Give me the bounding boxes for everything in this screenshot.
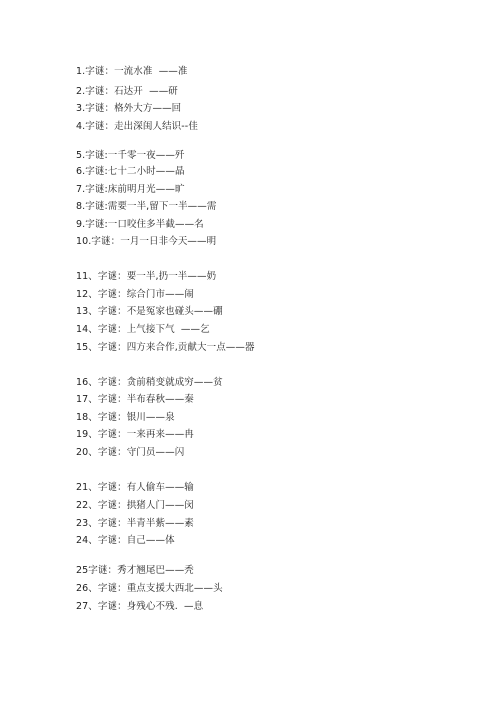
riddle-line xyxy=(76,583,223,595)
riddle-text: 字谜:床前明月光——旷 xyxy=(85,184,185,195)
riddle-line xyxy=(76,412,175,424)
riddle-number: 14、 xyxy=(76,324,98,335)
riddle-number: 15、 xyxy=(76,342,98,353)
riddle-number: 1. xyxy=(76,66,86,77)
riddle-number: 2. xyxy=(76,86,86,97)
riddle-text: 字谜：一来再来——冉 xyxy=(97,429,194,440)
riddle-number: 8. xyxy=(76,201,86,212)
riddle-number: 5. xyxy=(76,150,86,161)
riddle-text: 字谜：不是冤家也碰头——硼 xyxy=(97,306,223,317)
riddle-text: 字谜:一千零一夜——歼 xyxy=(85,150,185,161)
riddle-line xyxy=(76,342,255,354)
riddle-line xyxy=(76,166,185,178)
riddle-text: 字谜：半布春秋——秦 xyxy=(97,394,194,405)
riddle-line xyxy=(76,219,204,231)
riddle-number: 16、 xyxy=(76,377,98,388)
riddle-text: 字谜：银川——泉 xyxy=(97,412,175,423)
riddle-line xyxy=(76,429,194,441)
riddle-number: 26、 xyxy=(76,583,98,594)
riddle-text: 字谜:七十二小时——晶 xyxy=(85,166,185,177)
riddle-line xyxy=(76,601,203,613)
riddle-number: 21、 xyxy=(76,482,98,493)
riddle-line xyxy=(76,201,217,213)
riddle-line xyxy=(76,150,185,162)
riddle-number: 17、 xyxy=(76,394,98,405)
riddle-text: 字谜：半青半紫——素 xyxy=(97,518,194,529)
riddle-text: 字谜：要一半,扔一半——奶 xyxy=(97,271,217,282)
riddle-number: 3. xyxy=(76,103,86,114)
riddle-text: 字谜：石达开 ——研 xyxy=(85,86,178,97)
riddle-number: 19、 xyxy=(76,429,98,440)
riddle-line xyxy=(76,103,181,115)
riddle-line xyxy=(76,324,210,336)
riddle-line xyxy=(76,482,194,494)
riddle-line xyxy=(76,518,194,530)
riddle-text: 字谜：身残心不残. —息 xyxy=(97,601,204,612)
riddle-text: 字谜：上气接下气 ——乞 xyxy=(97,324,210,335)
riddle-line xyxy=(76,306,223,318)
riddle-number: 25 xyxy=(76,565,89,576)
riddle-line xyxy=(76,236,216,248)
riddle-number: 12、 xyxy=(76,289,98,300)
riddle-number: 20、 xyxy=(76,447,98,458)
riddle-line xyxy=(76,86,178,98)
riddle-line xyxy=(76,289,194,301)
riddle-line xyxy=(76,377,223,389)
riddle-line xyxy=(76,66,188,78)
riddle-number: 13、 xyxy=(76,306,98,317)
riddle-number: 23、 xyxy=(76,518,98,529)
riddle-line xyxy=(76,500,194,512)
riddle-text: 字谜：一月一日非今天——明 xyxy=(91,236,217,247)
riddle-text: 字谜：有人偷车——输 xyxy=(97,482,194,493)
riddle-line xyxy=(76,565,194,577)
riddle-number: 27、 xyxy=(76,601,98,612)
riddle-line xyxy=(76,184,185,196)
riddle-line xyxy=(76,394,194,406)
riddle-text: 字谜：拱猪人门——闵 xyxy=(97,500,194,511)
riddle-number: 10. xyxy=(76,236,92,247)
riddle-line xyxy=(76,271,216,283)
riddle-number: 7. xyxy=(76,184,86,195)
riddle-text: 字谜：自己——体 xyxy=(97,535,175,546)
riddle-number: 18、 xyxy=(76,412,98,423)
riddle-text: 字谜：重点支援大西北——头 xyxy=(97,583,223,594)
riddle-number: 24、 xyxy=(76,535,98,546)
riddle-text: 字谜:需要一半,留下一半——需 xyxy=(85,201,217,212)
riddle-text: 字谜:一口咬住多半截——名 xyxy=(85,219,204,230)
riddle-number: 22、 xyxy=(76,500,98,511)
riddle-line xyxy=(76,535,175,547)
riddle-text: 字谜：走出深闺人结识--佳 xyxy=(85,121,198,132)
riddle-line xyxy=(76,121,198,133)
riddle-text: 字谜：一流水准 ——准 xyxy=(85,66,188,77)
riddle-text: 字谜：秀才翘尾巴——秃 xyxy=(88,565,194,576)
riddle-text: 字谜：贪前稍变就成穷——贫 xyxy=(97,377,223,388)
riddle-number: 6. xyxy=(76,166,86,177)
riddle-number: 9. xyxy=(76,219,86,230)
riddle-number: 4. xyxy=(76,121,86,132)
riddle-text: 字谜：守门员——闪 xyxy=(97,447,185,458)
riddle-text: 字谜：四方来合作,贡献大一点——器 xyxy=(97,342,255,353)
riddle-text: 字谜：综合门市——闹 xyxy=(97,289,194,300)
riddle-text: 字谜：格外大方——回 xyxy=(85,103,182,114)
riddle-number: 11、 xyxy=(76,271,98,282)
riddle-line xyxy=(76,447,184,459)
